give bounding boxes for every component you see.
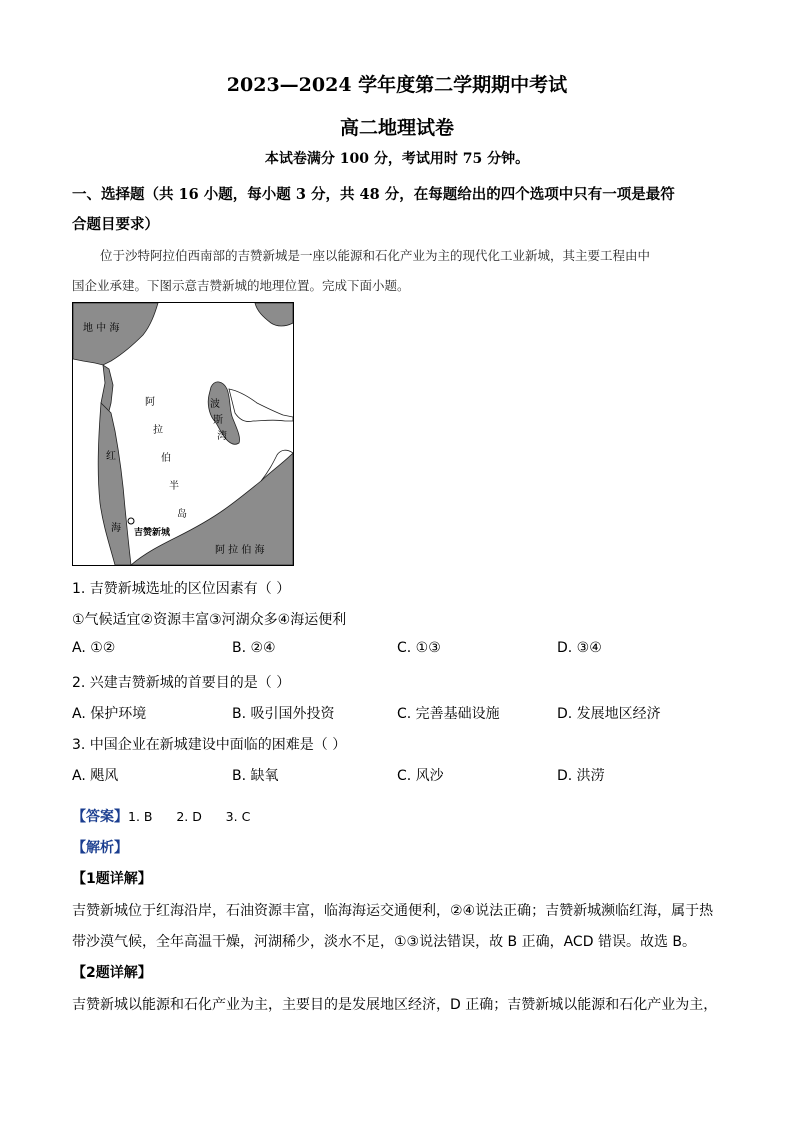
analysis-tag: 【解析】: [72, 840, 128, 856]
question-3-stem: 3. 中国企业在新城建设中面临的困难是（ ）: [72, 737, 347, 753]
map-label-redsea-1: 红: [106, 451, 116, 462]
map-label-arabia-1: 阿: [145, 397, 155, 408]
top-right-sea: [255, 303, 293, 326]
exam-note: 本试卷满分 100 分，考试用时 75 分钟。: [264, 151, 530, 167]
detail-1-tag: 【1题详解】: [72, 871, 152, 887]
question-3-option-a: A. 飓风: [72, 768, 119, 784]
question-1-option-c: C. ①③: [397, 640, 441, 656]
question-1-option-b: B. ②④: [232, 640, 276, 656]
mediterranean-sea: [73, 303, 158, 365]
map-svg: [73, 303, 293, 565]
question-1-option-a: A. ①②: [72, 640, 116, 656]
answer-values: 1. B 2. D 3. C: [128, 809, 251, 824]
question-2-option-d: D. 发展地区经济: [557, 706, 661, 722]
map-label-city: 吉赞新城: [134, 528, 171, 538]
section-heading-line2: 合题目要求）: [72, 216, 159, 233]
question-2-option-c: C. 完善基础设施: [397, 706, 500, 722]
map-label-arabia-3: 伯: [161, 453, 171, 464]
red-sea: [98, 403, 131, 565]
question-1-statements: ①气候适宜②资源丰富③河湖众多④海运便利: [72, 612, 347, 628]
passage-line2: 国企业承建。下图示意吉赞新城的地理位置。完成下面小题。: [72, 278, 410, 293]
map-label-redsea-2: 海: [111, 523, 121, 534]
detail-2-line1: 吉赞新城以能源和石化产业为主，主要目的是发展地区经济，D 正确；吉赞新城以能源和石化产业为主，: [72, 997, 718, 1013]
question-2-stem: 2. 兴建吉赞新城的首要目的是（ ）: [72, 675, 291, 691]
answer-tag: 【答案】: [72, 809, 128, 825]
map-label-gulf-1: 波: [210, 399, 220, 410]
question-3-option-d: D. 洪涝: [557, 768, 605, 784]
question-3-option-b: B. 缺氧: [232, 768, 279, 784]
map-label-gulf-2: 斯: [213, 415, 223, 426]
map-label-mediterranean: 地 中 海: [83, 323, 120, 334]
question-2-option-b: B. 吸引国外投资: [232, 706, 335, 722]
detail-2-tag: 【2题详解】: [72, 965, 152, 981]
gulf-of-oman-coast: [229, 389, 293, 422]
question-2-option-a: A. 保护环境: [72, 706, 147, 722]
question-1-stem: 1. 吉赞新城选址的区位因素有（ ）: [72, 581, 291, 597]
exam-subtitle: 高二地理试卷: [339, 117, 454, 139]
map-label-arabia-2: 拉: [153, 425, 163, 436]
question-1-option-d: D. ③④: [557, 640, 602, 656]
location-map: [72, 302, 294, 566]
answer-line: [72, 806, 250, 826]
detail-1-line2: 带沙漠气候，全年高温干燥，河湖稀少，淡水不足，①③说法错误，故 B 正确，ACD 错误。故选 B。: [72, 934, 696, 950]
city-marker: [128, 518, 134, 524]
map-label-arabian-sea: 阿 拉 伯 海: [215, 545, 265, 556]
question-3-option-c: C. 风沙: [397, 768, 444, 784]
map-label-arabia-4: 半: [169, 481, 179, 492]
detail-1-line1: 吉赞新城位于红海沿岸，石油资源丰富，临海海运交通便利，②④说法正确；吉赞新城濒临红海，属于热: [72, 903, 714, 919]
map-label-arabia-5: 岛: [177, 509, 187, 520]
section-heading-line1: 一、选择题（共 16 小题，每小题 3 分，共 48 分，在每题给出的四个选项中只有一项是最符: [72, 186, 675, 203]
exam-title: 2023—2024 学年度第二学期期中考试: [226, 74, 568, 96]
passage-line1: 位于沙特阿拉伯西南部的吉赞新城是一座以能源和石化产业为主的现代化工业新城，其主要工程由中: [100, 248, 651, 263]
map-label-gulf-3: 湾: [217, 431, 227, 442]
